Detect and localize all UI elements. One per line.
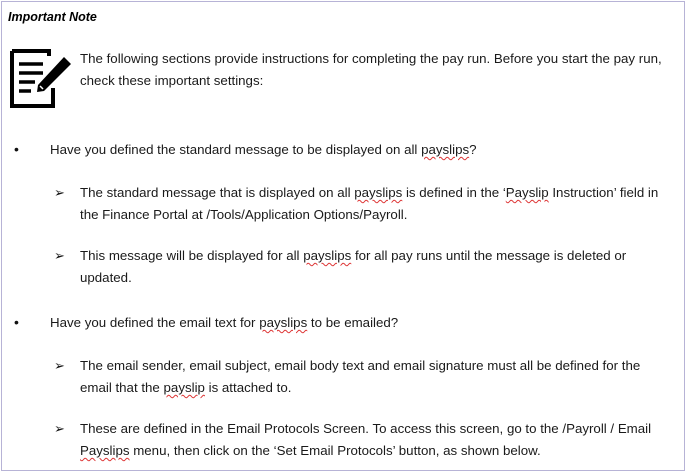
arrow-2-1: ➢	[54, 358, 65, 373]
subitem-1-1: The standard message that is displayed on all payslips is defined in the ‘Payslip Instruction’ field in the Finance Portal at /Tools/Application Options/Payroll.	[80, 185, 659, 222]
note-edit-icon	[9, 48, 75, 110]
arrow-1-2: ➢	[54, 248, 65, 263]
subitem-2-2: These are defined in the Email Protocols Screen. To access this screen, go to the /Payroll / Email Payslips menu, then click on the ‘Set Email Protocols’ button, as shown below.	[80, 421, 652, 458]
important-note-box	[1, 1, 685, 471]
arrow-1-1: ➢	[54, 185, 65, 200]
arrow-2-2: ➢	[54, 421, 65, 436]
question-2: Have you defined the email text for payslips to be emailed?	[50, 315, 399, 330]
question-1: Have you defined the standard message to be displayed on all payslips?	[50, 142, 477, 157]
subitem-1-2: This message will be displayed for all payslips for all pay runs until the message is deleted or updated.	[80, 248, 627, 285]
bullet-1: •	[14, 141, 19, 157]
note-title: Important Note	[8, 10, 97, 24]
intro-text: The following sections provide instructions for completing the pay run. Before you start the pay run, check these important settings:	[80, 51, 662, 88]
subitem-2-1: The email sender, email subject, email body text and email signature must all be defined for the email that the payslip is attached to.	[80, 358, 641, 395]
bullet-2: •	[14, 314, 19, 330]
